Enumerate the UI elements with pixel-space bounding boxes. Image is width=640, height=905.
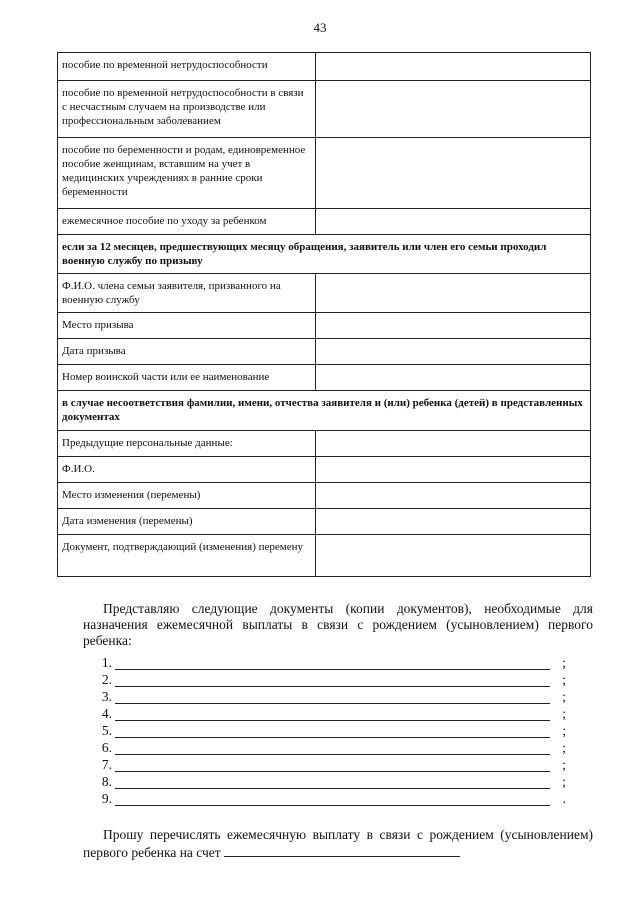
form-row [58,509,591,535]
documents-paragraph [83,601,593,649]
field-label: пособие по временной нетрудоспособности [58,53,316,81]
document-list-item [98,740,568,757]
field-value-cell[interactable] [316,365,591,391]
form-row [58,209,591,235]
field-value-cell[interactable] [316,483,591,509]
document-item-number: 6. [101,740,112,755]
document-list-item [98,689,568,706]
document-item-end: ; [562,723,566,738]
document-entry-line[interactable] [115,771,550,772]
document-item-number: 8. [101,774,112,789]
field-label: Дата призыва [58,339,316,365]
field-label: Место призыва [58,313,316,339]
form-section-header [58,391,591,431]
document-item-end: ; [562,655,566,670]
field-label: Дата изменения (перемены) [58,509,316,535]
page-number: 43 [313,20,327,35]
document-item-number: 5. [101,723,112,738]
form-row [58,138,591,209]
form-row [58,535,591,577]
form-row [58,81,591,138]
document-entry-line[interactable] [115,720,550,721]
section-header-label: в случае несоответствия фамилии, имени, отчества заявителя и (или) ребенка (детей) в представленных документах [58,391,591,431]
field-value-cell[interactable] [316,53,591,81]
documents-paragraph-text: Представляю следующие документы (копии документов), необходимые для назначения ежемесячной выплаты в связи с рождением (усыновлением) первого ребенка: [83,601,593,648]
document-item-number: 4. [101,706,112,721]
document-item-number: 1. [101,655,112,670]
form-row [58,274,591,313]
field-label: Документ, подтверждающий (изменения) перемену [58,535,316,577]
field-value-cell[interactable] [316,535,591,577]
document-list-item [98,655,568,672]
section-header-label: если за 12 месяцев, предшествующих месяцу обращения, заявитель или член его семьи проходил военную службу по призыву [58,235,591,274]
document-entry-line[interactable] [115,703,550,704]
form-row [58,313,591,339]
document-list-item [98,706,568,723]
document-item-end: ; [562,740,566,755]
field-label: Место изменения (перемены) [58,483,316,509]
form-row [58,339,591,365]
document-item-end: ; [562,672,566,687]
field-value-cell[interactable] [316,313,591,339]
field-label: Ф.И.О. [58,457,316,483]
field-value-cell[interactable] [316,339,591,365]
document-item-end: . [562,791,566,806]
document-list-item [98,791,568,808]
document-list-item [98,672,568,689]
form-row [58,483,591,509]
field-value-cell[interactable] [316,209,591,235]
document-item-end: ; [562,757,566,772]
document-item-number: 3. [101,689,112,704]
application-form-table [57,52,591,577]
transfer-paragraph-text: Прошу перечислять ежемесячную выплату в связи с рождением (усыновлением) первого ребенка на счет [83,827,593,860]
document-entry-line[interactable] [115,669,550,670]
field-value-cell[interactable] [316,274,591,313]
account-number-field[interactable] [224,843,460,857]
field-value-cell[interactable] [316,457,591,483]
field-label: пособие по временной нетрудоспособности в связи с несчастным случаем на производстве или профессиональным заболеванием [58,81,316,138]
document-entry-line[interactable] [115,686,550,687]
form-section-header [58,235,591,274]
document-entry-line[interactable] [115,788,550,789]
documents-list [98,655,568,808]
field-label: Номер воинской части или ее наименование [58,365,316,391]
field-label: пособие по беременности и родам, единовременное пособие женщинам, вставшим на учет в медицинских учреждениях в ранние сроки беременности [58,138,316,209]
transfer-paragraph [83,827,593,861]
field-value-cell[interactable] [316,81,591,138]
document-item-number: 7. [101,757,112,772]
field-value-cell[interactable] [316,509,591,535]
document-item-end: ; [562,689,566,704]
document-item-end: ; [562,774,566,789]
document-list-item [98,723,568,740]
document-item-end: ; [562,706,566,721]
document-entry-line[interactable] [115,805,550,806]
document-item-number: 2. [101,672,112,687]
field-label: ежемесячное пособие по уходу за ребенком [58,209,316,235]
form-row [58,53,591,81]
form-row [58,431,591,457]
form-row [58,457,591,483]
field-value-cell[interactable] [316,431,591,457]
form-row [58,365,591,391]
field-label: Предыдущие персональные данные: [58,431,316,457]
document-entry-line[interactable] [115,737,550,738]
field-label: Ф.И.О. члена семьи заявителя, призванного на военную службу [58,274,316,313]
document-list-item [98,774,568,791]
document-item-number: 9. [101,791,112,806]
document-list-item [98,757,568,774]
field-value-cell[interactable] [316,138,591,209]
document-entry-line[interactable] [115,754,550,755]
